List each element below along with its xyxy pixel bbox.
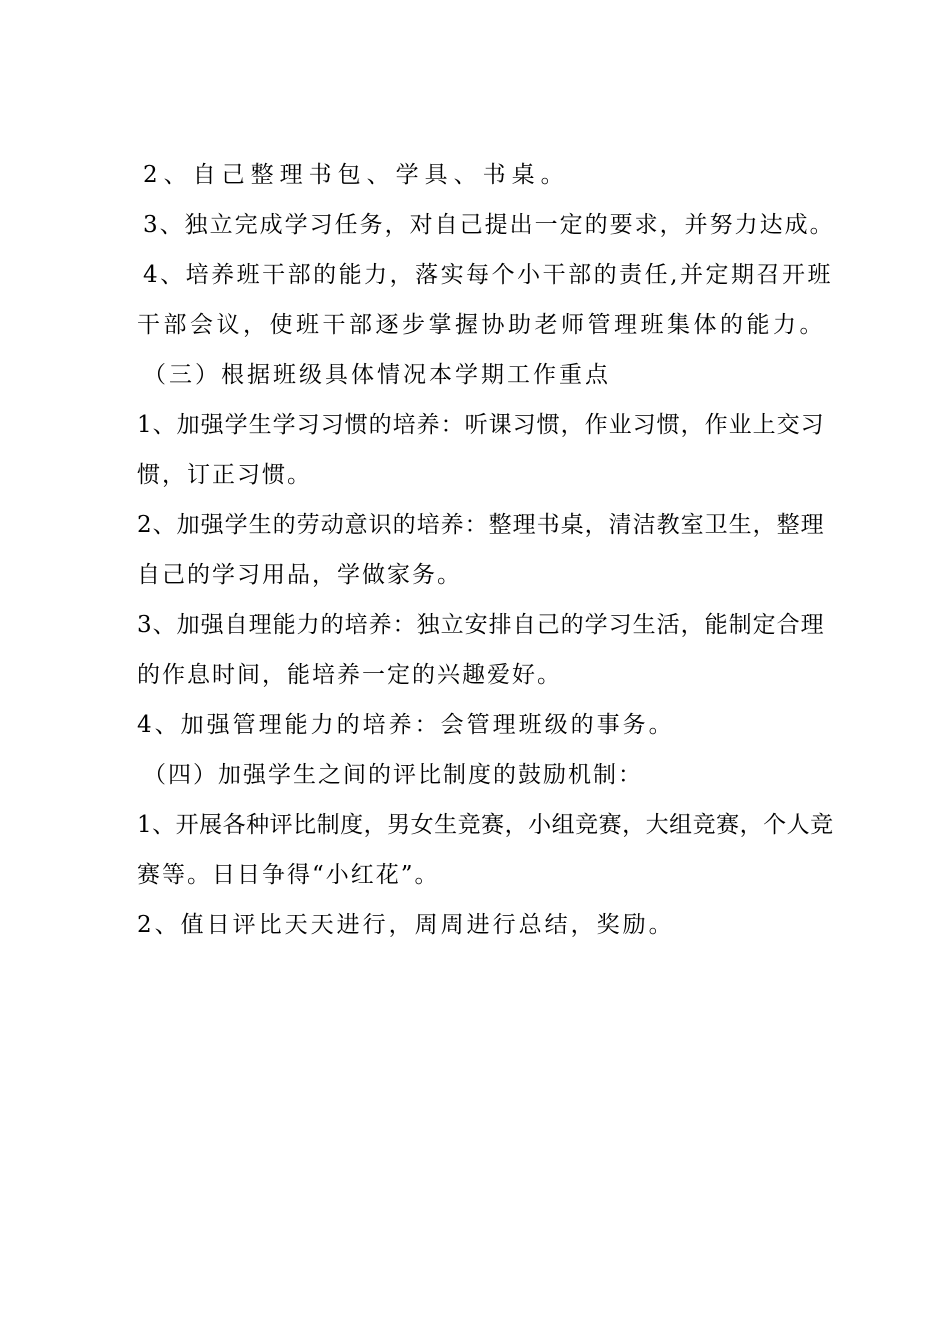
focus-item-3-self-care: 3、加强自理能力的培养：独立安排自己的学习生活，能制定合理: [137, 612, 825, 638]
list-item-2-organize-bag: 2、自己整理书包、学具、书桌。: [143, 162, 570, 188]
incentive-item-2-duty-review: 2、值日评比天天进行，周周进行总结，奖励。: [137, 912, 675, 938]
focus-item-3-continuation: 的作息时间，能培养一定的兴趣爱好。: [137, 662, 562, 688]
list-item-3-complete-tasks: 3、独立完成学习任务，对自己提出一定的要求，并努力达成。: [143, 212, 835, 238]
list-item-4-class-leaders: 4、培养班干部的能力，落实每个小干部的责任,并定期召开班: [143, 262, 833, 288]
focus-item-1-study-habits: 1、加强学生学习习惯的培养：听课习惯，作业习惯，作业上交习: [137, 412, 825, 438]
section-heading-3: （三）根据班级具体情况本学期工作重点: [143, 362, 611, 388]
focus-item-1-continuation: 惯，订正习惯。: [137, 462, 312, 488]
list-item-4-continuation: 干部会议，使班干部逐步掌握协助老师管理班集体的能力。: [137, 312, 826, 338]
focus-item-2-labor-awareness: 2、加强学生的劳动意识的培养：整理书桌，清洁教室卫生，整理: [137, 512, 825, 538]
document-body: [137, 150, 837, 950]
focus-item-2-continuation: 自己的学习用品，学做家务。: [137, 562, 462, 588]
focus-item-4-management: 4、加强管理能力的培养：会管理班级的事务。: [137, 712, 675, 738]
incentive-item-1-continuation: 赛等。日日争得“小红花”。: [137, 862, 440, 888]
section-heading-4: （四）加强学生之间的评比制度的鼓励机制：: [143, 762, 643, 788]
incentive-item-1-competitions: 1、开展各种评比制度，男女生竞赛，小组竞赛，大组竞赛，个人竞: [137, 812, 834, 838]
